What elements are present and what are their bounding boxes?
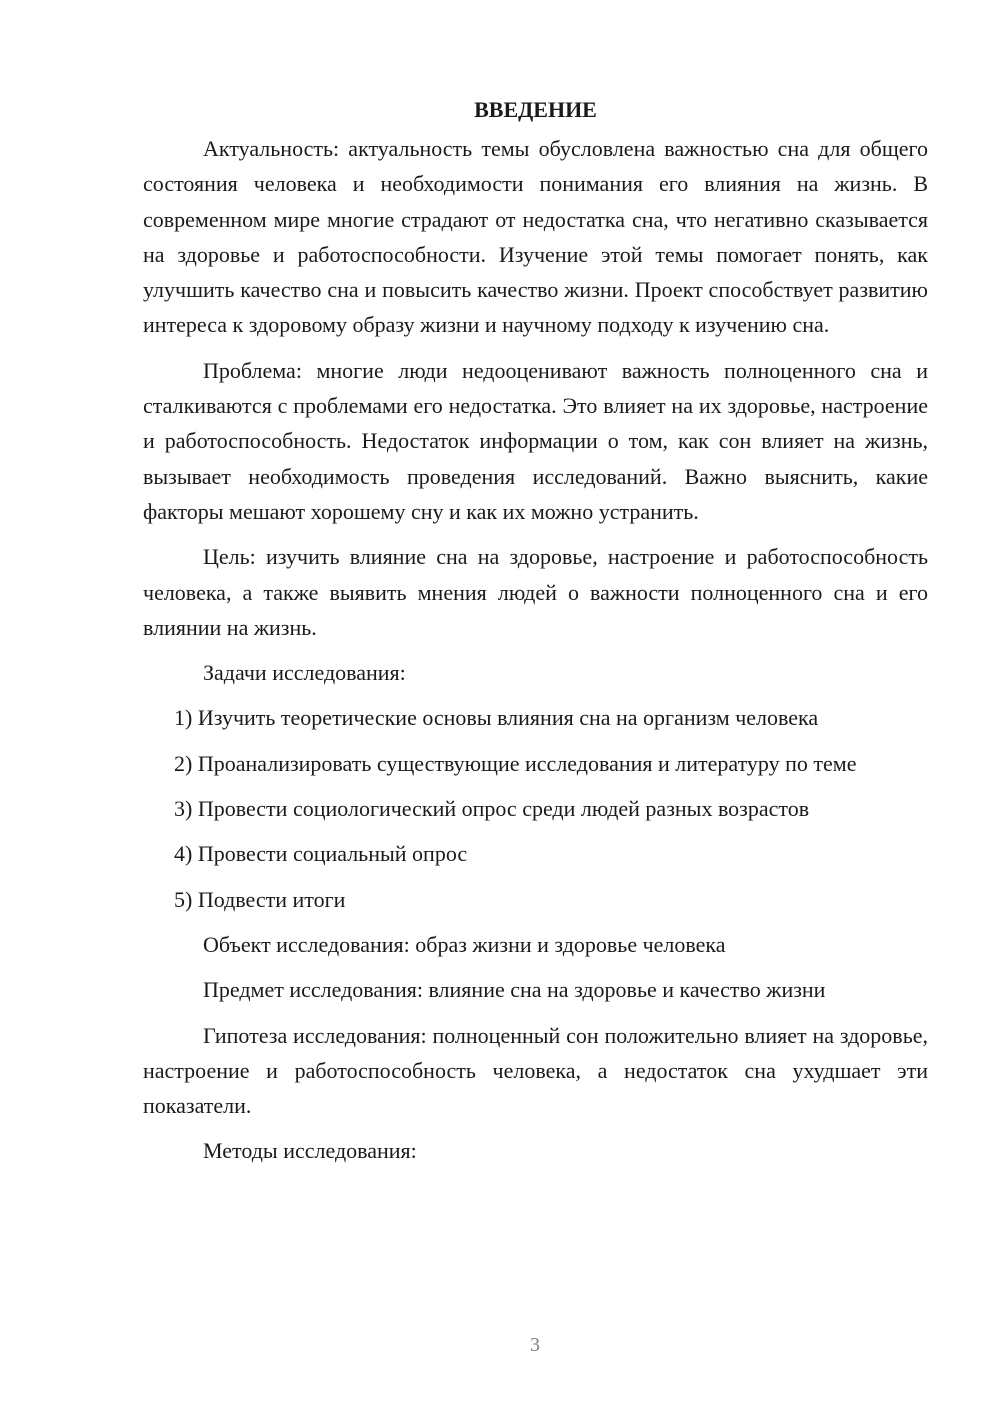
task-item-4: 4) Провести социальный опрос [174,841,468,867]
paragraph-goal: Цель: изучить влияние сна на здоровье, настроение и работоспособность человека, а также выявить мнения людей о важности полноценного сна и его влиянии на жизнь. [143,544,928,640]
paragraph-subject: Предмет исследования: влияние сна на здоровье и качество жизни [203,977,826,1003]
section-heading: ВВЕДЕНИЕ [474,97,597,122]
paragraph-problem: Проблема: многие люди недооценивают важность полноценного сна и сталкиваются с проблемами его недостатка. Это влияет на их здоровье, настроение и работоспособность. Недостаток информации о том, как сон влияет на жизнь, вызывает необходимость проведения исследований. Важно выяснить, какие факторы мешают хорошему сну и как их можно устранить. [143,357,928,524]
methods-heading: Методы исследования: [203,1138,417,1164]
task-item-1: 1) Изучить теоретические основы влияния сна на организм человека [174,705,819,731]
paragraph-relevance: Актуальность: актуальность темы обусловлена важностью сна для общего состояния человека и необходимости понимания его влияния на жизнь. В современном мире многие страдают от недостатка сна, что негативно сказывается на здоровье и работоспособности. Изучение этой темы помогает понять, как улучшить качество сна и повысить качество жизни. Проект способствует развитию интереса к здоровому образу жизни и научному подходу к изучению сна. [143,136,928,338]
tasks-heading: Задачи исследования: [203,660,406,686]
document-page [143,95,928,1169]
task-item-3: 3) Провести социологический опрос среди людей разных возрастов [174,796,810,822]
task-item-5: 5) Подвести итоги [174,886,346,912]
task-item-2: 2) Проанализировать существующие исследования и литературу по теме [174,750,857,776]
page-number: 3 [530,1334,540,1356]
paragraph-hypothesis: Гипотеза исследования: полноценный сон положительно влияет на здоровье, настроение и работоспособность человека, а недостаток сна ухудшает эти показатели. [143,1022,928,1119]
paragraph-object: Объект исследования: образ жизни и здоровье человека [203,931,726,957]
